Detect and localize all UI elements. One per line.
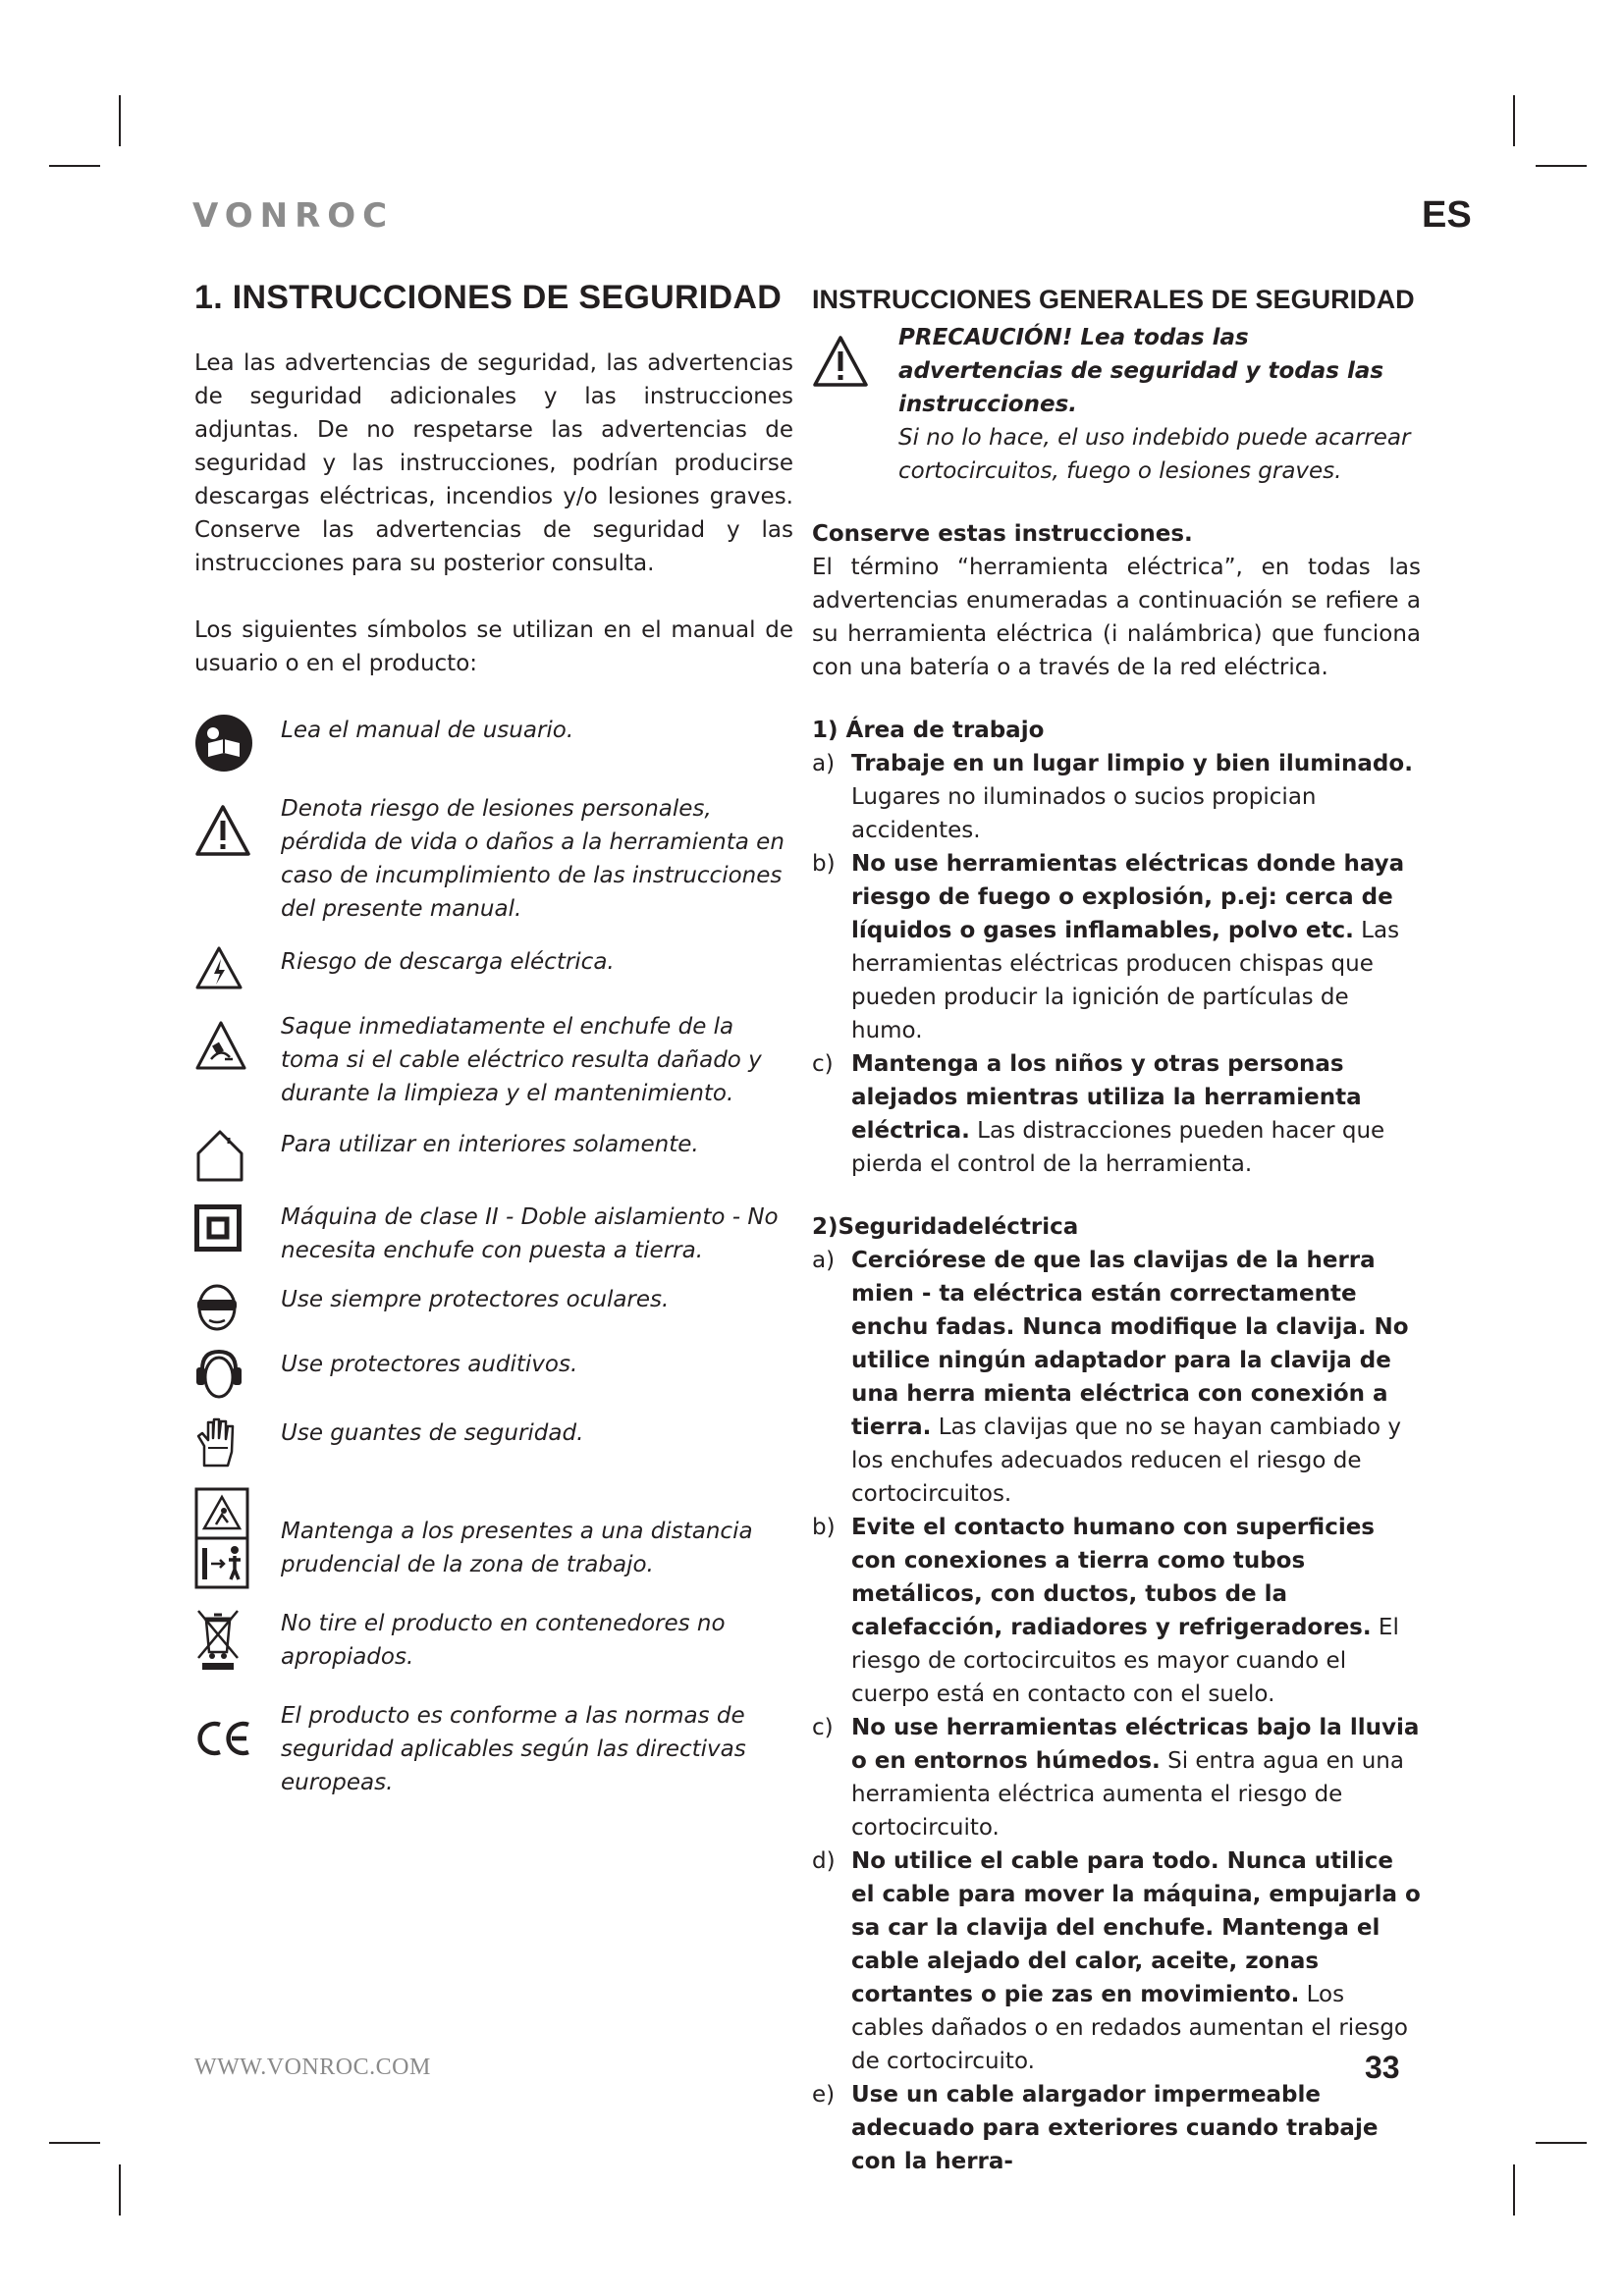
crop-mark (49, 2142, 100, 2144)
list-item-text: Los cables dañados o en redados aumentan el riesgo de cortocircuito. (851, 1982, 1408, 2074)
symbol-text: Use protectores auditivos. (281, 1352, 578, 1377)
warning-icon (194, 804, 251, 857)
term-paragraph: El término “herramienta eléctrica”, en todas las advertencias enumeradas a continuación se refiere a su herramienta eléctrica (i nalámbrica) que funciona con una batería o a través de la red eléctrica. (812, 555, 1421, 680)
eye-protection-icon (194, 1283, 240, 1332)
ear-protection-icon (194, 1348, 244, 1401)
list-item-bold: Mantenga a los niños y otras personas alejados mientras utiliza la herramienta eléctrica. (851, 1051, 1362, 1144)
crop-mark (1513, 95, 1515, 146)
footer-url: WWW.VONROC.COM (194, 2055, 431, 2080)
list-item-text: Las herramientas eléctricas producen chispas que pueden producir la ignición de partículas de humo. (851, 918, 1400, 1043)
symbol-text: Saque inmediatamente el enchufe de la toma si el cable eléctrico resulta dañado y durante la limpieza y el mantenimiento. (281, 1014, 762, 1106)
ce-icon (194, 1721, 253, 1756)
symbol-text: Lea el manual de usuario. (281, 718, 574, 743)
crop-mark (49, 165, 100, 167)
intro-paragraph: Lea las advertencias de seguridad, las advertencias de seguridad adicionales y las instrucciones adjuntas. De no respetarse las advertencias de seguridad y las instrucciones, podrían producirse descargas eléctricas, incendios y/o lesiones graves. Conserve las advertencias de seguridad y las instrucciones para su posterior consulta. (194, 350, 793, 576)
list-item-label: c) (812, 1051, 834, 1077)
work-area-heading: 1) Área de trabajo (812, 718, 1045, 743)
list-item (812, 1711, 1421, 1844)
symbol-text: Mantenga a los presentes a una distancia prudencial de la zona de trabajo. (281, 1519, 753, 1577)
left-column (194, 279, 793, 1799)
symbol-text: El producto es conforme a las normas de seguridad aplicables según las directivas europeas. (281, 1703, 746, 1795)
list-item-label: a) (812, 751, 836, 776)
list-item (812, 2078, 1421, 2178)
list-item (812, 1844, 1421, 2078)
class-ii-icon (194, 1204, 242, 1252)
crop-mark (119, 95, 121, 146)
symbol-row (194, 945, 793, 990)
list-item-label: e) (812, 2082, 836, 2108)
gloves-icon (194, 1416, 244, 1468)
crop-mark (119, 2164, 121, 2216)
symbol-text: Riesgo de descarga eléctrica. (281, 949, 615, 975)
page-title: 1. INSTRUCCIONES DE SEGURIDAD (194, 279, 783, 316)
list-item-text: Las clavijas que no se hayan cambiado y los enchufes adecuados reducen el riesgo de cortocircuitos. (851, 1415, 1401, 1507)
list-item (812, 1511, 1421, 1711)
symbol-text: No tire el producto en contenedores no apropiados. (281, 1611, 726, 1670)
list-item-text: Lugares no iluminados o sucios propician accidentes. (851, 784, 1317, 843)
page-number: 33 (1365, 2050, 1400, 2085)
symbol-text: Use siempre protectores oculares. (281, 1287, 670, 1312)
weee-bin-icon (194, 1607, 242, 1672)
symbol-row (194, 1348, 793, 1401)
list-item-bold: Use un cable alargador impermeable adecuado para exteriores cuando trabaje con la herra- (851, 2082, 1379, 2174)
list-item-bold: Trabaje en un lugar limpio y bien iluminado. (851, 751, 1413, 776)
list-item-label: b) (812, 1515, 836, 1540)
list-item-bold: No utilice el cable para todo. Nunca utilice el cable para mover la máquina, empujarla o sa car la clavija del enchufe. Mantenga el cable alejado del calor, aceite, zonas cortantes o pie zas en movimiento. (851, 1848, 1421, 2007)
crop-mark (1536, 2142, 1587, 2144)
symbol-text: Use guantes de seguridad. (281, 1420, 584, 1446)
list-item-bold: Cerciórese de que las clavijas de la herra mien - ta eléctrica están correctamente enchu fadas. Nunca modifique la clavija. No utilice ningún adaptador para la clavija de una herra mienta eléctrica con conexión a tierra. (851, 1248, 1409, 1440)
symbol-row (194, 1699, 793, 1799)
crop-mark (1513, 2164, 1515, 2216)
symbol-text: Máquina de clase II - Doble aislamiento - No necesita enchufe con puesta a tierra. (281, 1204, 779, 1263)
list-item-text: Si entra agua en una herramienta eléctrica aumenta el riesgo de cortocircuito. (851, 1748, 1404, 1841)
crop-mark (1536, 165, 1587, 167)
symbol-row (194, 1283, 793, 1332)
symbol-row (194, 1128, 793, 1183)
list-item-bold: No use herramientas eléctricas bajo la lluvia o en entornos húmedos. (851, 1715, 1420, 1774)
list-item-text: Las distracciones pueden hacer que pierda el control de la herramienta. (851, 1118, 1385, 1177)
symbol-row (194, 1487, 793, 1589)
language-code: ES (1422, 194, 1472, 236)
manual-icon (194, 714, 253, 773)
list-item-label: a) (812, 1248, 836, 1273)
warning-icon (812, 335, 898, 388)
symbol-row (194, 1010, 793, 1110)
list-item-label: d) (812, 1848, 836, 1874)
list-item-bold: No use herramientas eléctricas donde haya riesgo de fuego o explosión, p.ej: cerca de líquidos o gases inflamables, polvo etc. (851, 851, 1405, 943)
symbol-row (194, 1607, 793, 1674)
symbol-row (194, 1416, 793, 1468)
keep-instructions: Conserve estas instrucciones. (812, 521, 1193, 547)
symbol-row (194, 1201, 793, 1267)
indoor-icon (194, 1128, 245, 1183)
symbols-intro: Los siguientes símbolos se utilizan en el manual de usuario o en el producto: (194, 617, 793, 676)
caution-block (812, 321, 1421, 488)
symbol-text: Para utilizar en interiores solamente. (281, 1132, 699, 1157)
list-item (812, 847, 1421, 1047)
list-item (812, 1047, 1421, 1181)
list-item (812, 747, 1421, 847)
list-item-bold: Evite el contacto humano con superficies con conexiones a tierra como tubos metálicos, con ductos, tubos de la calefacción, radiadores y refrigeradores. (851, 1515, 1375, 1640)
symbol-row (194, 714, 793, 773)
list-item-text: El riesgo de cortocircuitos es mayor cuando el cuerpo está en contacto con el suelo. (851, 1615, 1399, 1707)
right-column (812, 285, 1421, 2178)
caution-heading: PRECAUCIÓN! Lea todas las advertencias de seguridad y todas las instrucciones. (898, 325, 1384, 417)
list-item-label: b) (812, 851, 836, 877)
list-item (812, 1244, 1421, 1511)
brand-logo: VONROC (192, 196, 395, 236)
caution-text: Si no lo hace, el uso indebido puede acarrear cortocircuitos, fuego o lesiones graves. (898, 425, 1411, 484)
list-item-label: c) (812, 1715, 834, 1740)
section-title: INSTRUCCIONES GENERALES DE SEGURIDAD (812, 285, 1415, 314)
symbol-row (194, 792, 793, 926)
bystander-distance-icon (194, 1487, 249, 1589)
unplug-icon (194, 1020, 247, 1071)
electrical-safety-heading: 2)Seguridadeléctrica (812, 1214, 1079, 1240)
electric-shock-icon (194, 945, 244, 990)
symbol-text: Denota riesgo de lesiones personales, pérdida de vida o daños a la herramienta en caso de incumplimiento de las instrucciones del presente manual. (281, 796, 785, 922)
